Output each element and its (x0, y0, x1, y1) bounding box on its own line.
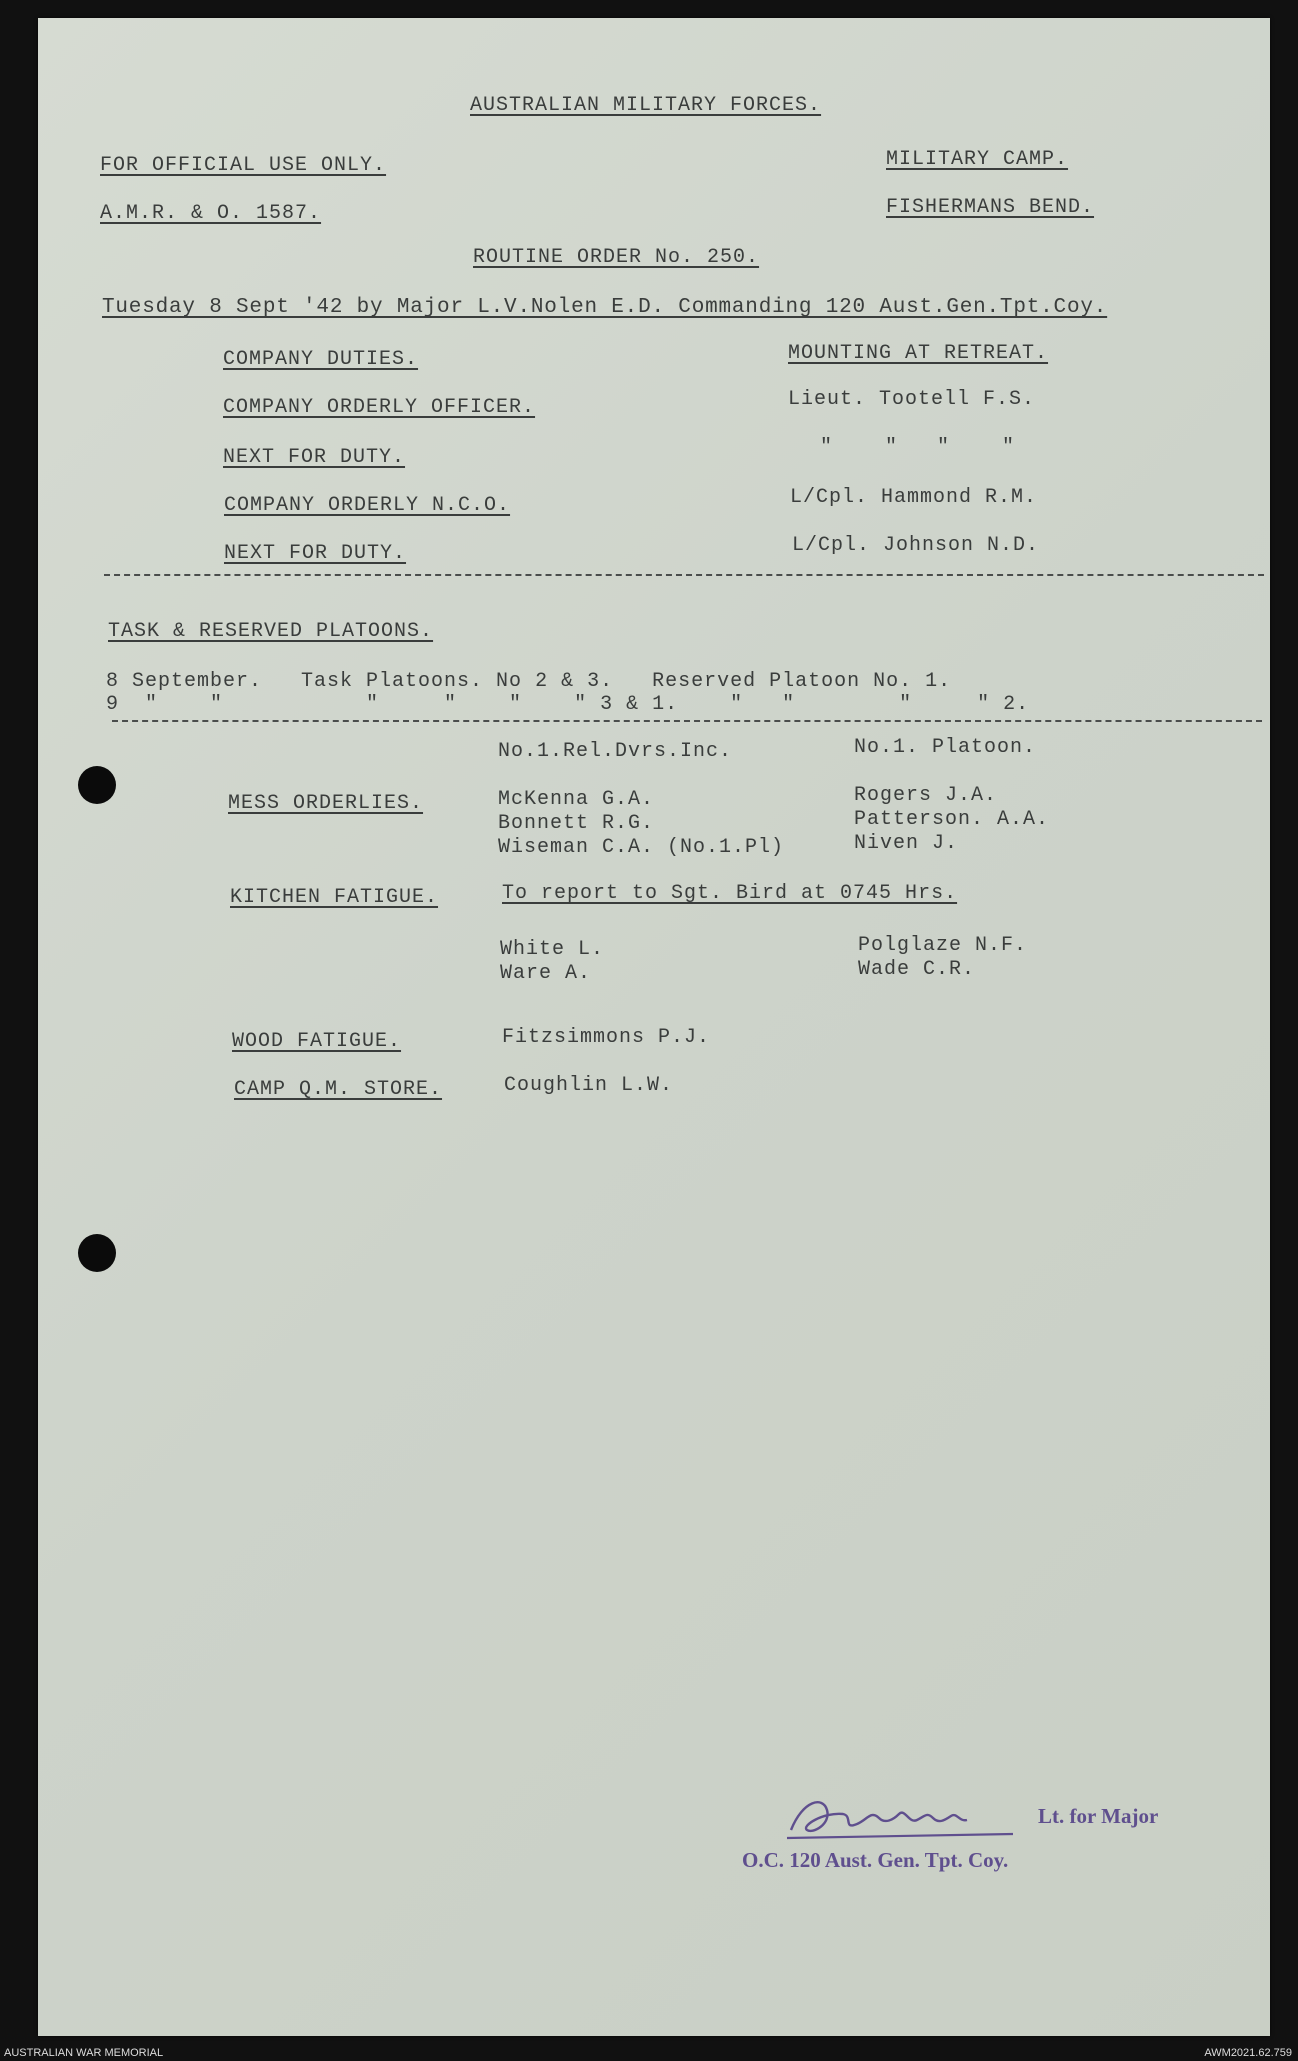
duty-label: COMPANY ORDERLY OFFICER. (223, 396, 536, 419)
duty-label: NEXT FOR DUTY. (223, 446, 406, 469)
company-duties-heading: COMPANY DUTIES. (223, 348, 419, 371)
footer-credit: AUSTRALIAN WAR MEMORIAL (4, 2047, 164, 2059)
document-page (38, 18, 1270, 2036)
handwritten-signature (783, 1790, 1073, 1850)
kitchen-name: Wade C.R. (858, 958, 976, 981)
mess-name: Wiseman C.A. (No.1.Pl) (498, 836, 785, 859)
kitchen-instruction: To report to Sgt. Bird at 0745 Hrs. (502, 882, 958, 905)
platoons-heading: TASK & RESERVED PLATOONS. (108, 620, 434, 643)
duty-value: L/Cpl. Johnson N.D. (792, 534, 1040, 557)
mess-name: Rogers J.A. (854, 784, 998, 807)
camp-store-label: CAMP Q.M. STORE. (234, 1078, 443, 1101)
duty-label: COMPANY ORDERLY N.C.O. (224, 494, 511, 517)
mess-name: McKenna G.A. (498, 788, 655, 811)
official-use-label: FOR OFFICIAL USE ONLY. (100, 154, 387, 177)
date-line: Tuesday 8 Sept '42 by Major L.V.Nolen E.D. Commanding 120 Aust.Gen.Tpt.Coy. (102, 296, 1108, 319)
camp-name: MILITARY CAMP. (886, 148, 1069, 171)
camp-store-value: Coughlin L.W. (504, 1074, 674, 1097)
wood-fatigue-value: Fitzsimmons P.J. (502, 1026, 711, 1049)
duty-label: NEXT FOR DUTY. (224, 542, 407, 565)
platoons-line-1: 8 September. Task Platoons. No 2 & 3. Reserved Platoon No. 1. (106, 670, 952, 693)
kitchen-name: Polglaze N.F. (858, 934, 1028, 957)
camp-location: FISHERMANS BEND. (886, 196, 1095, 219)
mess-name: Niven J. (854, 832, 959, 855)
duty-value: " " " " (820, 436, 1016, 459)
platoons-line-2: 9 " " " " " " 3 & 1. " " " " 2. (106, 693, 1030, 716)
divider-line (112, 720, 1262, 722)
signature-rank: Lt. for Major (1038, 1804, 1159, 1828)
amr-reference: A.M.R. & O. 1587. (100, 202, 322, 225)
kitchen-name: White L. (500, 938, 605, 961)
duty-value: Lieut. Tootell F.S. (788, 388, 1036, 411)
mess-orderlies-label: MESS ORDERLIES. (228, 792, 424, 815)
mess-name: Bonnett R.G. (498, 812, 655, 835)
footer-accession: AWM2021.62.759 (1204, 2047, 1292, 2059)
kitchen-name: Ware A. (500, 962, 592, 985)
duty-value: L/Cpl. Hammond R.M. (790, 486, 1038, 509)
signature-unit: O.C. 120 Aust. Gen. Tpt. Coy. (742, 1848, 1009, 1872)
mess-col2-header: No.1. Platoon. (854, 736, 1037, 759)
mess-name: Patterson. A.A. (854, 808, 1050, 831)
divider-line (104, 574, 1264, 576)
document-title: AUSTRALIAN MILITARY FORCES. (470, 94, 822, 117)
mess-col1-header: No.1.Rel.Dvrs.Inc. (498, 740, 733, 763)
punch-hole (78, 1234, 116, 1272)
punch-hole (78, 766, 116, 804)
routine-order-number: ROUTINE ORDER No. 250. (473, 246, 760, 269)
mounting-heading: MOUNTING AT RETREAT. (788, 342, 1049, 365)
kitchen-fatigue-label: KITCHEN FATIGUE. (230, 886, 439, 909)
wood-fatigue-label: WOOD FATIGUE. (232, 1030, 402, 1053)
